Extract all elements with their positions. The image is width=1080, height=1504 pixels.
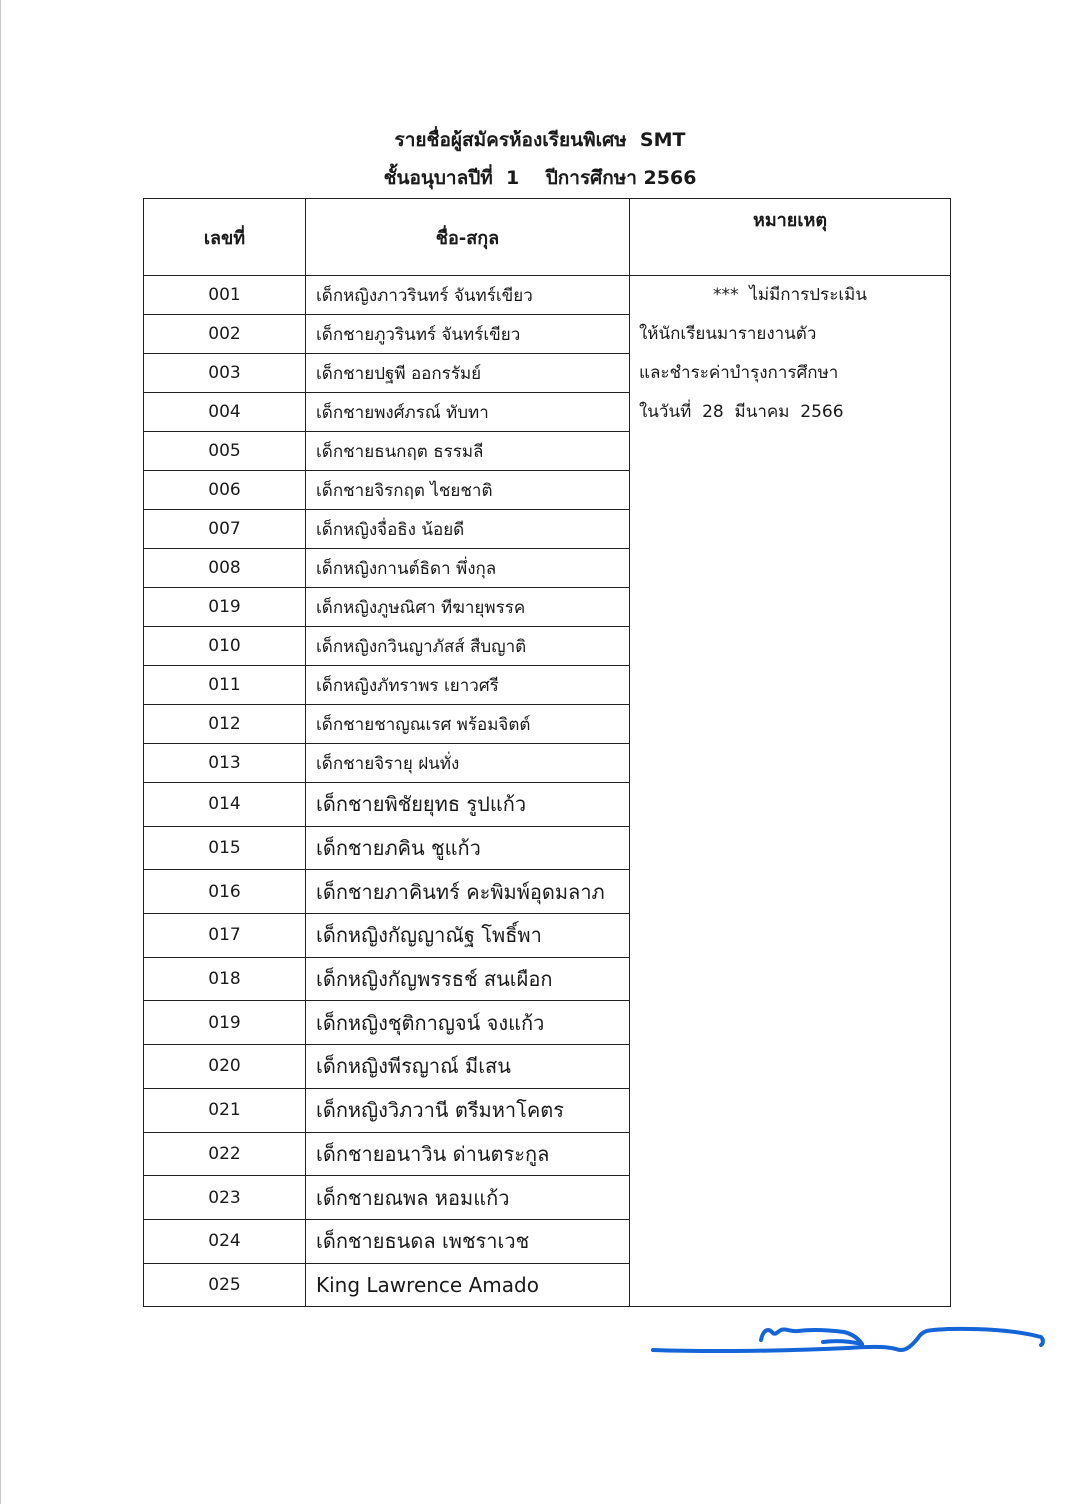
row-name: เด็กหญิงพีรญาณ์ มีเสน [306,1045,630,1089]
row-name: เด็กชายอนาวิน ด่านตระกูล [306,1132,630,1176]
row-number: 025 [144,1263,306,1307]
applicant-table [143,198,951,1307]
row-number: 022 [144,1132,306,1176]
table-body [144,276,951,1307]
row-number: 021 [144,1088,306,1132]
header-number: เลขที่ [144,199,306,276]
row-name: เด็กหญิงภัทราพร เยาวศรี [306,666,630,705]
row-name: เด็กชายธนดล เพชราเวช [306,1219,630,1263]
row-number: 005 [144,432,306,471]
signature-stroke [653,1329,1043,1351]
row-number: 016 [144,870,306,914]
row-name: เด็กชายพงศ์ภรณ์ ทับทา [306,393,630,432]
row-name: เด็กหญิงกัญญาณัฐ โพธิ์พา [306,914,630,958]
row-name: เด็กชายณพล หอมแก้ว [306,1176,630,1220]
row-name: เด็กชายปฐพี ออกรรัมย์ [306,354,630,393]
row-name: เด็กชายธนกฤต ธรรมลี [306,432,630,471]
table-header-row [144,199,951,276]
row-name: เด็กชายภคิน ชูแก้ว [306,826,630,870]
row-number: 007 [144,510,306,549]
row-name: เด็กหญิงกานต์ธิดา พึ่งกุล [306,549,630,588]
row-name: เด็กหญิงภูษณิศา ทีฆายุพรรค [306,588,630,627]
row-number: 020 [144,1045,306,1089]
row-number: 004 [144,393,306,432]
row-name: เด็กหญิงกวินญาภัสส์ สืบญาติ [306,627,630,666]
row-name: เด็กชายพิชัยยุทธ รูปแก้ว [306,783,630,827]
row-number: 010 [144,627,306,666]
row-number: 006 [144,471,306,510]
row-number: 003 [144,354,306,393]
row-name: เด็กชายชาญณเรศ พร้อมจิตต์ [306,705,630,744]
row-name: King Lawrence Amado [306,1263,630,1307]
row-name: เด็กหญิงภาวรินทร์ จันทร์เขียว [306,276,630,315]
row-name: เด็กหญิงวิภวานี ตรีมหาโคตร [306,1088,630,1132]
row-name: เด็กชายภาคินทร์ คะพิมพ์อุดมลาภ [306,870,630,914]
row-number: 023 [144,1176,306,1220]
remark-line: ในวันที่ 28 มีนาคม 2566 [639,402,844,422]
row-name: เด็กชายภูวรินทร์ จันทร์เขียว [306,315,630,354]
row-number: 013 [144,744,306,783]
row-number: 019 [144,1001,306,1045]
table-row [144,276,951,315]
row-number: 015 [144,826,306,870]
row-number: 012 [144,705,306,744]
signature-scribble [648,1318,1048,1364]
row-number: 014 [144,783,306,827]
row-number: 011 [144,666,306,705]
document-title: รายชื่อผู้สมัครห้องเรียนพิเศษ SMT [394,129,686,151]
header-name: ชื่อ-สกุล [306,199,630,276]
row-name: เด็กหญิงกัญพรรธช์ สนเผือก [306,957,630,1001]
row-number: 001 [144,276,306,315]
remark-cell [630,276,951,1307]
remark-line: *** ไม่มีการประเมิน [713,285,867,305]
document-subtitle: ชั้นอนุบาลปีที่ 1 ปีการศึกษา 2566 [383,167,697,189]
remark-line: และชำระค่าบำรุงการศึกษา [639,363,839,383]
remark-line: ให้นักเรียนมารายงานตัว [639,324,817,344]
row-name: เด็กชายจิรกฤต ไชยชาติ [306,471,630,510]
page-left-edge [0,0,1,1504]
row-number: 017 [144,914,306,958]
row-name: เด็กหญิงจื่อธิง น้อยดี [306,510,630,549]
row-number: 008 [144,549,306,588]
row-name: เด็กหญิงชุติกาญจน์ จงแก้ว [306,1001,630,1045]
row-number: 024 [144,1219,306,1263]
row-number: 002 [144,315,306,354]
row-number: 018 [144,957,306,1001]
row-number: 019 [144,588,306,627]
row-name: เด็กชายจิรายุ ฝนทั่ง [306,744,630,783]
header-remark: หมายเหตุ [630,199,951,276]
